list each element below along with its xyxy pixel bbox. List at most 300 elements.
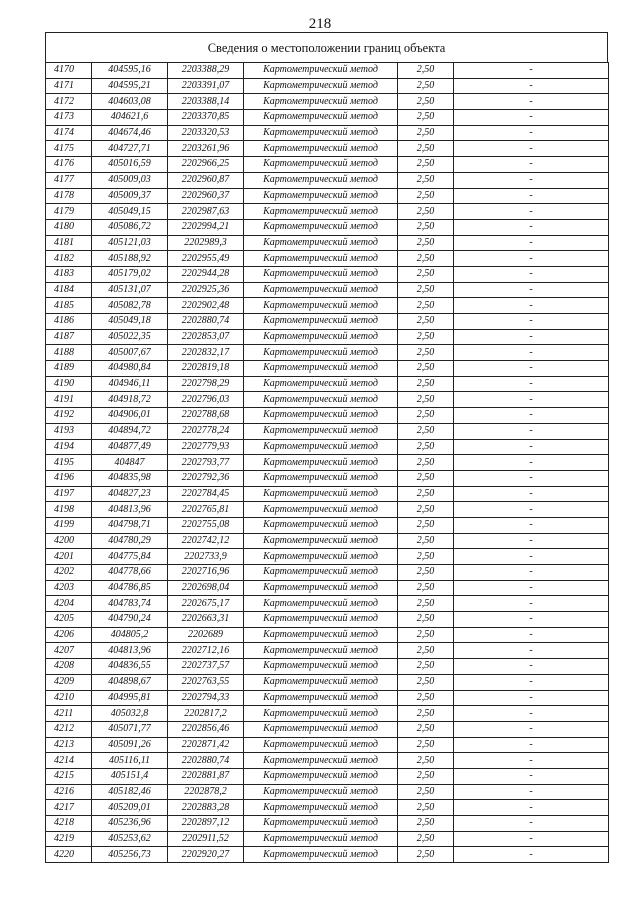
y-coordinate-cell: 2202794,33 (168, 690, 244, 706)
table-row (46, 784, 609, 800)
description-cell: - (454, 251, 609, 267)
point-number-cell: 4195 (46, 455, 92, 471)
y-coordinate-cell: 2202798,29 (168, 376, 244, 392)
description-cell: - (454, 455, 609, 471)
accuracy-cell: 2,50 (398, 110, 454, 126)
y-coordinate-cell: 2202689 (168, 627, 244, 643)
description-cell: - (454, 266, 609, 282)
y-coordinate-cell: 2202817,2 (168, 706, 244, 722)
y-coordinate-cell: 2202763,55 (168, 674, 244, 690)
x-coordinate-cell: 404813,96 (92, 643, 168, 659)
accuracy-cell: 2,50 (398, 565, 454, 581)
table-row (46, 376, 609, 392)
y-coordinate-cell: 2202880,74 (168, 314, 244, 330)
table-row (46, 110, 609, 126)
y-coordinate-cell: 2202832,17 (168, 345, 244, 361)
accuracy-cell: 2,50 (398, 63, 454, 79)
accuracy-cell: 2,50 (398, 596, 454, 612)
accuracy-cell: 2,50 (398, 549, 454, 565)
table-row (46, 282, 609, 298)
method-cell: Картометрический метод (244, 737, 398, 753)
table-row (46, 125, 609, 141)
point-number-cell: 4186 (46, 314, 92, 330)
x-coordinate-cell: 405179,02 (92, 266, 168, 282)
point-number-cell: 4187 (46, 329, 92, 345)
accuracy-cell: 2,50 (398, 659, 454, 675)
table-row (46, 847, 609, 863)
table-row (46, 721, 609, 737)
table-title: Сведения о местоположении границ объекта (45, 32, 608, 62)
method-cell: Картометрический метод (244, 549, 398, 565)
x-coordinate-cell: 404790,24 (92, 612, 168, 628)
method-cell: Картометрический метод (244, 596, 398, 612)
y-coordinate-cell: 2202755,08 (168, 517, 244, 533)
y-coordinate-cell: 2202698,04 (168, 580, 244, 596)
x-coordinate-cell: 405016,59 (92, 157, 168, 173)
point-number-cell: 4181 (46, 235, 92, 251)
y-coordinate-cell: 2202878,2 (168, 784, 244, 800)
method-cell: Картометрический метод (244, 643, 398, 659)
point-number-cell: 4183 (46, 266, 92, 282)
table-row (46, 455, 609, 471)
description-cell: - (454, 502, 609, 518)
method-cell: Картометрический метод (244, 298, 398, 314)
table-row (46, 800, 609, 816)
y-coordinate-cell: 2202856,46 (168, 721, 244, 737)
x-coordinate-cell: 405022,35 (92, 329, 168, 345)
y-coordinate-cell: 2202960,87 (168, 172, 244, 188)
description-cell: - (454, 204, 609, 220)
y-coordinate-cell: 2202819,18 (168, 361, 244, 377)
y-coordinate-cell: 2202675,17 (168, 596, 244, 612)
table-row (46, 502, 609, 518)
accuracy-cell: 2,50 (398, 816, 454, 832)
point-number-cell: 4189 (46, 361, 92, 377)
accuracy-cell: 2,50 (398, 141, 454, 157)
accuracy-cell: 2,50 (398, 266, 454, 282)
description-cell: - (454, 219, 609, 235)
description-cell: - (454, 565, 609, 581)
table-row (46, 470, 609, 486)
point-number-cell: 4206 (46, 627, 92, 643)
point-number-cell: 4190 (46, 376, 92, 392)
description-cell: - (454, 188, 609, 204)
x-coordinate-cell: 405236,96 (92, 816, 168, 832)
table-row (46, 392, 609, 408)
point-number-cell: 4172 (46, 94, 92, 110)
description-cell: - (454, 94, 609, 110)
accuracy-cell: 2,50 (398, 643, 454, 659)
accuracy-cell: 2,50 (398, 204, 454, 220)
table-row (46, 188, 609, 204)
x-coordinate-cell: 405082,78 (92, 298, 168, 314)
description-cell: - (454, 423, 609, 439)
point-number-cell: 4191 (46, 392, 92, 408)
x-coordinate-cell: 405188,92 (92, 251, 168, 267)
table-row (46, 204, 609, 220)
y-coordinate-cell: 2203261,96 (168, 141, 244, 157)
x-coordinate-cell: 404595,21 (92, 78, 168, 94)
method-cell: Картометрический метод (244, 627, 398, 643)
description-cell: - (454, 172, 609, 188)
accuracy-cell: 2,50 (398, 392, 454, 408)
y-coordinate-cell: 2202925,36 (168, 282, 244, 298)
method-cell: Картометрический метод (244, 219, 398, 235)
description-cell: - (454, 282, 609, 298)
method-cell: Картометрический метод (244, 753, 398, 769)
y-coordinate-cell: 2202960,37 (168, 188, 244, 204)
point-number-cell: 4171 (46, 78, 92, 94)
accuracy-cell: 2,50 (398, 157, 454, 173)
point-number-cell: 4192 (46, 408, 92, 424)
point-number-cell: 4184 (46, 282, 92, 298)
method-cell: Картометрический метод (244, 847, 398, 863)
method-cell: Картометрический метод (244, 125, 398, 141)
accuracy-cell: 2,50 (398, 737, 454, 753)
table-row (46, 596, 609, 612)
method-cell: Картометрический метод (244, 470, 398, 486)
description-cell: - (454, 612, 609, 628)
accuracy-cell: 2,50 (398, 784, 454, 800)
description-cell: - (454, 486, 609, 502)
description-cell: - (454, 753, 609, 769)
description-cell: - (454, 768, 609, 784)
description-cell: - (454, 816, 609, 832)
method-cell: Картометрический метод (244, 392, 398, 408)
x-coordinate-cell: 404786,85 (92, 580, 168, 596)
method-cell: Картометрический метод (244, 78, 398, 94)
point-number-cell: 4219 (46, 831, 92, 847)
accuracy-cell: 2,50 (398, 768, 454, 784)
x-coordinate-cell: 405253,62 (92, 831, 168, 847)
accuracy-cell: 2,50 (398, 345, 454, 361)
point-number-cell: 4211 (46, 706, 92, 722)
x-coordinate-cell: 404877,49 (92, 439, 168, 455)
table-row (46, 439, 609, 455)
accuracy-cell: 2,50 (398, 78, 454, 94)
x-coordinate-cell: 404674,46 (92, 125, 168, 141)
table-row (46, 674, 609, 690)
y-coordinate-cell: 2202883,28 (168, 800, 244, 816)
x-coordinate-cell: 404980,84 (92, 361, 168, 377)
method-cell: Картометрический метод (244, 565, 398, 581)
coordinates-table-body (46, 63, 609, 863)
method-cell: Картометрический метод (244, 110, 398, 126)
point-number-cell: 4196 (46, 470, 92, 486)
point-number-cell: 4174 (46, 125, 92, 141)
point-number-cell: 4194 (46, 439, 92, 455)
x-coordinate-cell: 404780,29 (92, 533, 168, 549)
table-row (46, 345, 609, 361)
description-cell: - (454, 235, 609, 251)
method-cell: Картометрический метод (244, 63, 398, 79)
x-coordinate-cell: 404813,96 (92, 502, 168, 518)
description-cell: - (454, 674, 609, 690)
description-cell: - (454, 517, 609, 533)
method-cell: Картометрический метод (244, 329, 398, 345)
table-row (46, 157, 609, 173)
accuracy-cell: 2,50 (398, 502, 454, 518)
description-cell: - (454, 157, 609, 173)
point-number-cell: 4173 (46, 110, 92, 126)
x-coordinate-cell: 405131,07 (92, 282, 168, 298)
method-cell: Картометрический метод (244, 266, 398, 282)
point-number-cell: 4176 (46, 157, 92, 173)
accuracy-cell: 2,50 (398, 172, 454, 188)
x-coordinate-cell: 404727,71 (92, 141, 168, 157)
point-number-cell: 4203 (46, 580, 92, 596)
x-coordinate-cell: 404847 (92, 455, 168, 471)
point-number-cell: 4220 (46, 847, 92, 863)
description-cell: - (454, 659, 609, 675)
point-number-cell: 4202 (46, 565, 92, 581)
method-cell: Картометрический метод (244, 235, 398, 251)
x-coordinate-cell: 404595,16 (92, 63, 168, 79)
accuracy-cell: 2,50 (398, 439, 454, 455)
table-row (46, 172, 609, 188)
description-cell: - (454, 549, 609, 565)
method-cell: Картометрический метод (244, 361, 398, 377)
accuracy-cell: 2,50 (398, 690, 454, 706)
description-cell: - (454, 125, 609, 141)
method-cell: Картометрический метод (244, 188, 398, 204)
accuracy-cell: 2,50 (398, 408, 454, 424)
x-coordinate-cell: 404603,08 (92, 94, 168, 110)
table-row (46, 753, 609, 769)
point-number-cell: 4198 (46, 502, 92, 518)
table-row (46, 816, 609, 832)
table-row (46, 235, 609, 251)
accuracy-cell: 2,50 (398, 235, 454, 251)
x-coordinate-cell: 405032,8 (92, 706, 168, 722)
point-number-cell: 4210 (46, 690, 92, 706)
point-number-cell: 4209 (46, 674, 92, 690)
accuracy-cell: 2,50 (398, 612, 454, 628)
table-row (46, 486, 609, 502)
y-coordinate-cell: 2202920,27 (168, 847, 244, 863)
accuracy-cell: 2,50 (398, 674, 454, 690)
method-cell: Картометрический метод (244, 486, 398, 502)
x-coordinate-cell: 404836,55 (92, 659, 168, 675)
point-number-cell: 4197 (46, 486, 92, 502)
table-row (46, 94, 609, 110)
point-number-cell: 4214 (46, 753, 92, 769)
method-cell: Картометрический метод (244, 502, 398, 518)
accuracy-cell: 2,50 (398, 361, 454, 377)
point-number-cell: 4212 (46, 721, 92, 737)
method-cell: Картометрический метод (244, 172, 398, 188)
point-number-cell: 4205 (46, 612, 92, 628)
y-coordinate-cell: 2203388,29 (168, 63, 244, 79)
x-coordinate-cell: 404906,01 (92, 408, 168, 424)
accuracy-cell: 2,50 (398, 455, 454, 471)
accuracy-cell: 2,50 (398, 627, 454, 643)
y-coordinate-cell: 2202716,96 (168, 565, 244, 581)
table-row (46, 659, 609, 675)
y-coordinate-cell: 2202796,03 (168, 392, 244, 408)
description-cell: - (454, 314, 609, 330)
y-coordinate-cell: 2202779,93 (168, 439, 244, 455)
point-number-cell: 4207 (46, 643, 92, 659)
method-cell: Картометрический метод (244, 94, 398, 110)
table-row (46, 533, 609, 549)
table-row (46, 63, 609, 79)
description-cell: - (454, 580, 609, 596)
y-coordinate-cell: 2202944,28 (168, 266, 244, 282)
x-coordinate-cell: 404995,81 (92, 690, 168, 706)
accuracy-cell: 2,50 (398, 314, 454, 330)
accuracy-cell: 2,50 (398, 298, 454, 314)
description-cell: - (454, 361, 609, 377)
point-number-cell: 4175 (46, 141, 92, 157)
x-coordinate-cell: 404798,71 (92, 517, 168, 533)
method-cell: Картометрический метод (244, 721, 398, 737)
table-row (46, 408, 609, 424)
description-cell: - (454, 345, 609, 361)
point-number-cell: 4215 (46, 768, 92, 784)
x-coordinate-cell: 404894,72 (92, 423, 168, 439)
description-cell: - (454, 376, 609, 392)
method-cell: Картометрический метод (244, 768, 398, 784)
x-coordinate-cell: 405071,77 (92, 721, 168, 737)
table-row (46, 612, 609, 628)
method-cell: Картометрический метод (244, 659, 398, 675)
description-cell: - (454, 110, 609, 126)
y-coordinate-cell: 2202663,31 (168, 612, 244, 628)
point-number-cell: 4170 (46, 63, 92, 79)
point-number-cell: 4201 (46, 549, 92, 565)
page-number: 218 (308, 16, 332, 32)
method-cell: Картометрический метод (244, 251, 398, 267)
x-coordinate-cell: 405009,03 (92, 172, 168, 188)
accuracy-cell: 2,50 (398, 329, 454, 345)
description-cell: - (454, 596, 609, 612)
y-coordinate-cell: 2202871,42 (168, 737, 244, 753)
table-row (46, 266, 609, 282)
method-cell: Картометрический метод (244, 517, 398, 533)
accuracy-cell: 2,50 (398, 188, 454, 204)
method-cell: Картометрический метод (244, 204, 398, 220)
description-cell: - (454, 470, 609, 486)
x-coordinate-cell: 405049,18 (92, 314, 168, 330)
table-row (46, 690, 609, 706)
y-coordinate-cell: 2203388,14 (168, 94, 244, 110)
table-row (46, 831, 609, 847)
accuracy-cell: 2,50 (398, 282, 454, 298)
coordinates-table (45, 62, 609, 863)
x-coordinate-cell: 404898,67 (92, 674, 168, 690)
x-coordinate-cell: 404778,66 (92, 565, 168, 581)
x-coordinate-cell: 404805,2 (92, 627, 168, 643)
description-cell: - (454, 439, 609, 455)
accuracy-cell: 2,50 (398, 517, 454, 533)
method-cell: Картометрический метод (244, 439, 398, 455)
x-coordinate-cell: 405049,15 (92, 204, 168, 220)
table-row (46, 565, 609, 581)
y-coordinate-cell: 2202989,3 (168, 235, 244, 251)
method-cell: Картометрический метод (244, 784, 398, 800)
accuracy-cell: 2,50 (398, 847, 454, 863)
y-coordinate-cell: 2202955,49 (168, 251, 244, 267)
x-coordinate-cell: 404946,11 (92, 376, 168, 392)
accuracy-cell: 2,50 (398, 580, 454, 596)
point-number-cell: 4193 (46, 423, 92, 439)
method-cell: Картометрический метод (244, 455, 398, 471)
accuracy-cell: 2,50 (398, 125, 454, 141)
accuracy-cell: 2,50 (398, 219, 454, 235)
method-cell: Картометрический метод (244, 376, 398, 392)
table-row (46, 549, 609, 565)
y-coordinate-cell: 2202897,12 (168, 816, 244, 832)
description-cell: - (454, 721, 609, 737)
point-number-cell: 4179 (46, 204, 92, 220)
table-row (46, 627, 609, 643)
y-coordinate-cell: 2202987,63 (168, 204, 244, 220)
description-cell: - (454, 533, 609, 549)
table-row (46, 423, 609, 439)
accuracy-cell: 2,50 (398, 800, 454, 816)
y-coordinate-cell: 2202793,77 (168, 455, 244, 471)
method-cell: Картометрический метод (244, 141, 398, 157)
method-cell: Картометрический метод (244, 408, 398, 424)
description-cell: - (454, 298, 609, 314)
accuracy-cell: 2,50 (398, 486, 454, 502)
x-coordinate-cell: 404775,84 (92, 549, 168, 565)
accuracy-cell: 2,50 (398, 251, 454, 267)
y-coordinate-cell: 2202792,36 (168, 470, 244, 486)
description-cell: - (454, 392, 609, 408)
accuracy-cell: 2,50 (398, 533, 454, 549)
accuracy-cell: 2,50 (398, 94, 454, 110)
method-cell: Картометрический метод (244, 612, 398, 628)
y-coordinate-cell: 2202911,52 (168, 831, 244, 847)
table-row (46, 78, 609, 94)
method-cell: Картометрический метод (244, 423, 398, 439)
table-row (46, 737, 609, 753)
x-coordinate-cell: 405116,11 (92, 753, 168, 769)
table-row (46, 314, 609, 330)
description-cell: - (454, 329, 609, 345)
boundary-coordinates-sheet (45, 32, 608, 863)
accuracy-cell: 2,50 (398, 470, 454, 486)
table-row (46, 219, 609, 235)
y-coordinate-cell: 2202742,12 (168, 533, 244, 549)
method-cell: Картометрический метод (244, 690, 398, 706)
x-coordinate-cell: 404918,72 (92, 392, 168, 408)
y-coordinate-cell: 2202994,21 (168, 219, 244, 235)
point-number-cell: 4177 (46, 172, 92, 188)
description-cell: - (454, 831, 609, 847)
description-cell: - (454, 141, 609, 157)
point-number-cell: 4199 (46, 517, 92, 533)
description-cell: - (454, 784, 609, 800)
point-number-cell: 4204 (46, 596, 92, 612)
point-number-cell: 4208 (46, 659, 92, 675)
accuracy-cell: 2,50 (398, 706, 454, 722)
method-cell: Картометрический метод (244, 580, 398, 596)
description-cell: - (454, 643, 609, 659)
description-cell: - (454, 847, 609, 863)
description-cell: - (454, 63, 609, 79)
description-cell: - (454, 690, 609, 706)
table-row (46, 329, 609, 345)
method-cell: Картометрический метод (244, 533, 398, 549)
table-row (46, 361, 609, 377)
description-cell: - (454, 627, 609, 643)
point-number-cell: 4188 (46, 345, 92, 361)
table-row (46, 643, 609, 659)
y-coordinate-cell: 2202902,48 (168, 298, 244, 314)
